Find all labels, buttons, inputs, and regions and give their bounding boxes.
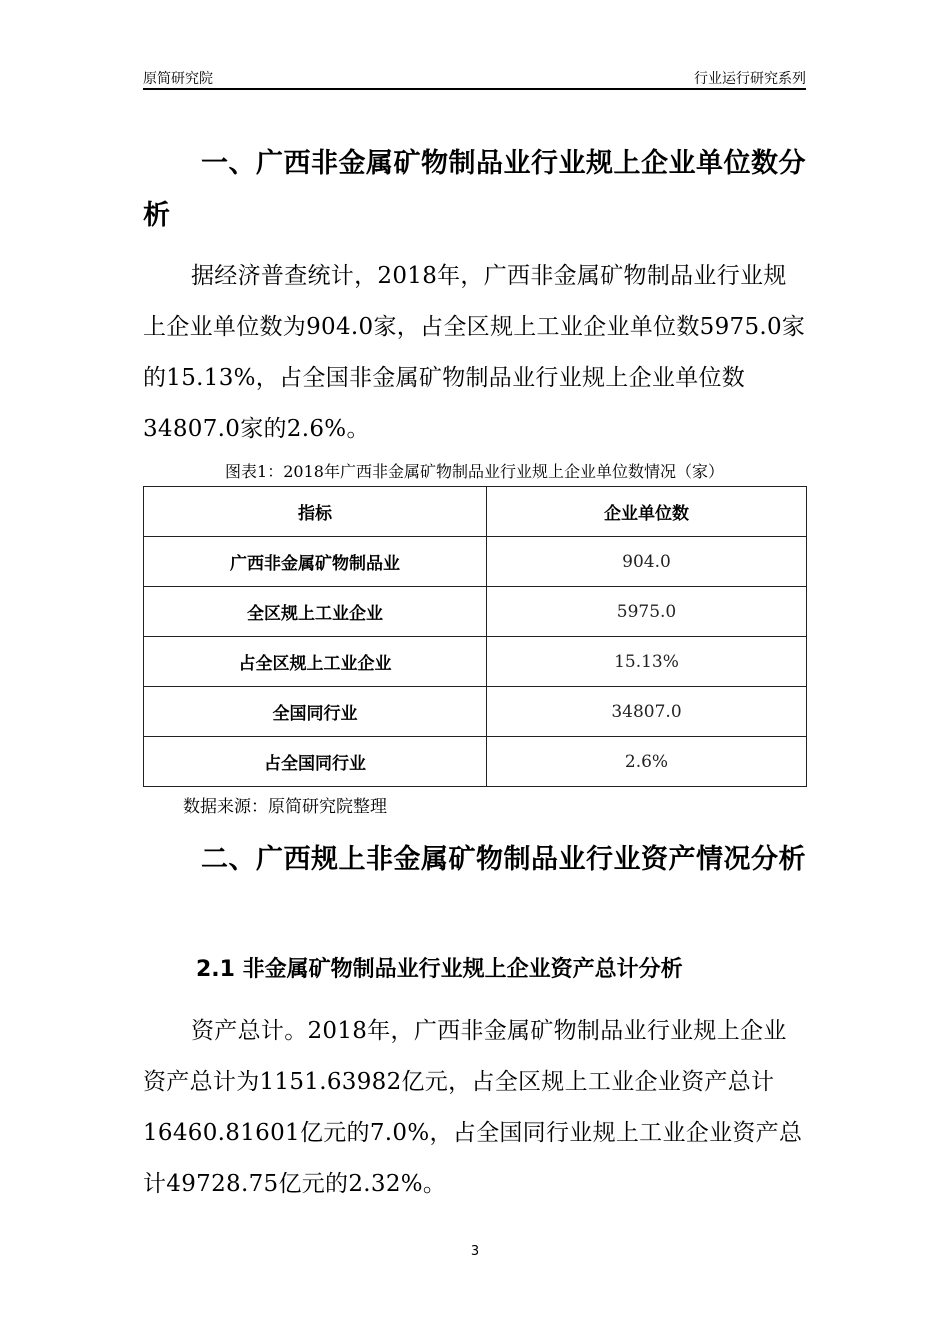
row-label: 占全区规上工业企业 xyxy=(144,637,487,687)
enterprise-count-table xyxy=(143,486,807,787)
row-label: 全区规上工业企业 xyxy=(144,587,487,637)
row-label: 全国同行业 xyxy=(144,687,487,737)
row-value: 34807.0 xyxy=(487,687,807,737)
table-row xyxy=(144,687,807,737)
table-row xyxy=(144,737,807,787)
table-header-row xyxy=(144,487,807,537)
table1-source-note: 数据来源：原简研究院整理 xyxy=(183,797,387,817)
section2-paragraph: 资产总计。2018年，广西非金属矿物制品业行业规上企业资产总计为1151.63982亿元，占全区规上工业企业资产总计16460.81601亿元的7.0%，占全国同行业规上工业企业资产总计49728.75亿元的2.32%。 xyxy=(143,1018,803,1197)
row-label: 占全国同行业 xyxy=(144,737,487,787)
header-org-name: 原简研究院 xyxy=(143,71,213,87)
row-value: 5975.0 xyxy=(487,587,807,637)
header-series-name: 行业运行研究系列 xyxy=(694,71,806,87)
section2-title: 二、广西规上非金属矿物制品业行业资产情况分析 xyxy=(201,844,806,875)
subsection-2-1-title: 2.1 非金属矿物制品业行业规上企业资产总计分析 xyxy=(196,957,683,982)
table-row xyxy=(144,587,807,637)
row-value: 15.13% xyxy=(487,637,807,687)
column-header-count: 企业单位数 xyxy=(487,487,807,537)
page-header xyxy=(143,62,806,90)
table-row xyxy=(144,637,807,687)
table-row xyxy=(144,537,807,587)
section1-paragraph: 据经济普查统计，2018年，广西非金属矿物制品业行业规上企业单位数为904.0家，占全区规上工业企业单位数5975.0家的15.13%，占全国非金属矿物制品业行业规上企业单位数34807.0家的2.6%。 xyxy=(143,263,806,442)
column-header-indicator: 指标 xyxy=(144,487,487,537)
section1-title: 一、广西非金属矿物制品业行业规上企业单位数分析 xyxy=(143,148,806,231)
table1-caption: 图表1：2018年广西非金属矿物制品业行业规上企业单位数情况（家） xyxy=(225,462,724,481)
row-value: 904.0 xyxy=(487,537,807,587)
row-value: 2.6% xyxy=(487,737,807,787)
row-label: 广西非金属矿物制品业 xyxy=(144,537,487,587)
page-number: 3 xyxy=(470,1244,480,1259)
